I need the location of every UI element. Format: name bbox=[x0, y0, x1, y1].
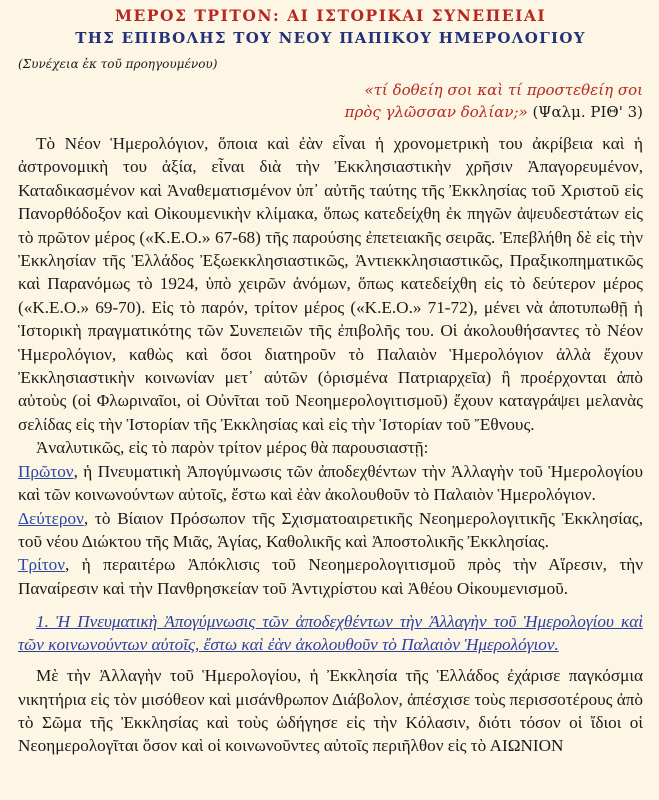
paragraph-intro: Τὸ Νέον Ἡμερολόγιον, ὅποια καὶ ἐὰν εἶναι ἡ χρονομετρικὴ του ἀκρίβεια καὶ ἡ ἀστρονομικὴ του ἀξία, εἶναι διὰ τὴν Ἐκκλησιαστικὴν χρῆσιν Ἀπαγορευμένον, Καταδικασμένον καὶ Ἀναθεματισμένον ὑπ᾽ αὐτῆς ταύτης τῆς Ἐκκλησίας τοῦ Χριστοῦ εἰς Πανορθόδοξον καὶ Οἰκουμενικὴν κλίμακα, ὅπως κατεδείχθη ἐκ πηγῶν ἀψευδεστάτων εἰς τὸ πρῶτον μέρος («Κ.Ε.Ο.» 67-68) τῆς παρούσης ἐπετειακῆς σειρᾶς. Ἐπεβλήθη δὲ εἰς τὴν Ἐκκλησίαν τῆς Ἑλλάδος Ἐξωεκκλησιαστικῶς, Ἀντιεκκλησιαστικῶς, Πραξικοπηματικῶς καὶ Παρανόμως τὸ 1924, ὑπὸ χειρῶν ἀνόμων, ὅπως κατεδείχθη εἰς τὸ δεύτερον μέρος («Κ.Ε.Ο.» 69-70). Εἰς τὸ παρόν, τρίτον μέρος («Κ.Ε.Ο.» 71-72), μένει νὰ ἀποτυπωθῇ ἡ Ἱστορικὴ πραγματικότης τῶν Συνεπειῶν τῆς ἐπιβολῆς του. Οἱ ἀκολουθήσαντες τὸ Νέον Ἡμερολόγιον, καθὼς καὶ ὅσοι διατηροῦν τὸ Παλαιὸν Ἡμερολόγιον ἀλλὰ ἔχουν Ἐκκλησιαστικὴν κοινωνίαν μετ᾽ αὐτῶν (ὁρισμένα Πατριαρχεῖα) ἢ προέρχονται ἀπὸ αὐτοὺς (οἱ Φλωριναῖοι, οἱ Οὐνῖται τοῦ Νεοημερολογιτισμοῦ) ἔχουν καταγράψει μελανὰς σελίδας εἰς τὴν Ἱστορίαν τῆς Ἐκκλησίας καὶ εἰς τὴν Ἱστορίαν τοῦ Ἔθνους. bbox=[18, 134, 643, 434]
epigraph-quote bbox=[18, 79, 643, 123]
quote-line-2: πρὸς γλῶσσαν δολίαν;» bbox=[344, 103, 528, 121]
heading-line-1: ΜΕΡΟΣ ΤΡΙΤΟΝ: ΑΙ ΙΣΤΟΡΙΚΑΙ ΣΥΝΕΠΕΙΑΙ bbox=[114, 6, 547, 25]
article-heading bbox=[18, 0, 643, 49]
first-link[interactable]: Πρῶτον bbox=[18, 461, 74, 481]
paragraph-overview: Ἀναλυτικῶς, εἰς τὸ παρὸν τρίτον μέρος θὰ παρουσιαστῇ: bbox=[36, 438, 429, 458]
third-text: , ἡ περαιτέρω Ἀπόκλισις τοῦ Νεοημερολογιτισμοῦ πρὸς τὴν Αἵρεσιν, τὴν Παναίρεσιν καὶ τὴν Πανθρησκείαν τοῦ Ἀντιχρίστου καὶ Ἀθέου Οἰκουμενισμοῦ. bbox=[18, 555, 643, 598]
paragraph-first bbox=[18, 460, 643, 507]
paragraph-section-1: Μὲ τὴν Ἀλλαγὴν τοῦ Ἡμερολογίου, ἡ Ἐκκλησία τῆς Ἑλλάδος ἐχάρισε παγκόσμια νικητήρια εἰς τὸν μισόθεον καὶ μισάνθρωπον Διάβολον, ἀπέσχισε τοὺς περισσοτέρους ἀπὸ τὸ Σῶμα τῆς Ἐκκλησίας καὶ τοὺς ὡδήγησε εἰς τὴν Κόλασιν, διότι τόσον οἱ ἴδιοι οἱ Νεοημερολογῖται ὅσον καὶ οἱ κοινωνοῦντες αὐτοῖς περιῆλθον εἰς τὸ ΑΙΩΝΙΟΝ bbox=[18, 666, 643, 756]
paragraph-second bbox=[18, 507, 643, 554]
third-link[interactable]: Τρίτον bbox=[18, 555, 65, 575]
paragraph-third bbox=[18, 553, 643, 600]
section-1-title[interactable]: 1. Ἡ Πνευματικὴ Ἀπογύμνωσις τῶν ἀποδεχθέντων τὴν Ἀλλαγὴν τοῦ Ἡμερολογίου καὶ τῶν κοινωνούντων αὐτοῖς, ἔστω καὶ ἐὰν ἀκολουθοῦν τὸ Παλαιὸν Ἡμερολόγιον. bbox=[18, 612, 643, 655]
second-link[interactable]: Δεύτερον bbox=[18, 508, 84, 528]
first-text: , ἡ Πνευματικὴ Ἀπογύμνωσις τῶν ἀποδεχθέντων τὴν Ἀλλαγὴν τοῦ Ἡμερολογίου καὶ τῶν κοινωνούντων αὐτοῖς, ἔστω καὶ ἐὰν ἀκολουθοῦν τὸ Παλαιὸν Ἡμερολόγιον. bbox=[18, 461, 643, 505]
article-body bbox=[18, 132, 643, 758]
second-text: , τὸ Βίαιον Πρόσωπον τῆς Σχισματοαιρετικῆς Νεοημερολογιτικῆς Ἐκκλησίας, τοῦ νέου Διώκτου τῆς Μιᾶς, Ἁγίας, Καθολικῆς καὶ Ἀποστολικῆς Ἐκκλησίας. bbox=[18, 508, 643, 551]
quote-reference: (Ψαλμ. ΡΙΘ' 3) bbox=[527, 103, 643, 121]
heading-line-2: ΤΗΣ ΕΠΙΒΟΛΗΣ ΤΟΥ ΝΕΟΥ ΠΑΠΙΚΟΥ ΗΜΕΡΟΛΟΓΙΟΥ bbox=[75, 29, 586, 47]
quote-line-1: «τί δοθείη σοι καὶ τί προστεθείη σοι bbox=[364, 81, 643, 99]
continuation-note: (Συνέχεια ἐκ τοῦ προηγουμένου) bbox=[18, 57, 218, 71]
